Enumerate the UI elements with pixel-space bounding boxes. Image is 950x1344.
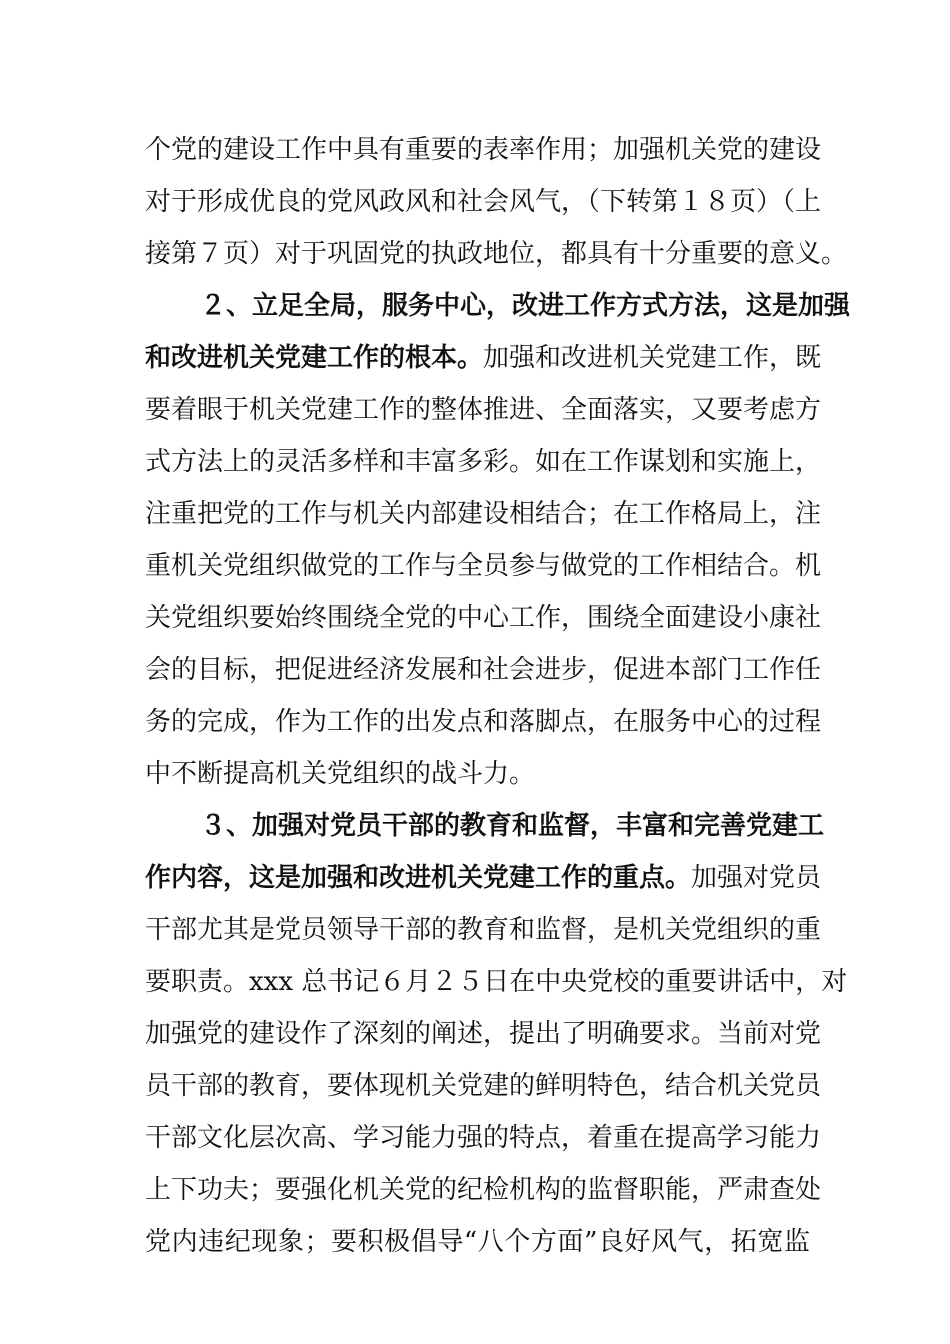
text-run: 式方法上的灵活多样和丰富多彩。如在工作谋划和实施上， <box>145 447 822 477</box>
text-run: 重机关党组织做党的工作与全员参与做党的工作相结合。机 <box>145 551 822 581</box>
text-line <box>145 910 822 950</box>
text-line <box>145 1014 822 1054</box>
text-line <box>145 650 822 690</box>
text-line <box>145 546 822 586</box>
text-run: 务的完成，作为工作的出发点和落脚点，在服务中心的过程 <box>145 707 822 737</box>
text-run: 干部尤其是党员领导干部的教育和监督，是机关党组织的重 <box>145 915 822 945</box>
text-line <box>145 182 822 222</box>
text-run: 党内违纪现象；要积极倡导“八个方面”良好风气，拓宽监 <box>145 1227 810 1257</box>
text-line <box>145 702 822 742</box>
text-line <box>145 598 822 638</box>
text-run: 加强和改进机关党建工作，既 <box>483 343 822 373</box>
text-run-bold: 作内容，这是加强和改进机关党建工作的重点。 <box>145 863 692 893</box>
text-run: 员干部的教育，要体现机关党建的鲜明特色，结合机关党员 <box>145 1071 822 1101</box>
text-run: 对于形成优良的党风政风和社会风气，（下转第１８页）（上 <box>145 187 822 217</box>
text-line <box>145 754 810 794</box>
text-run: 干部文化层次高、学习能力强的特点，着重在提高学习能力 <box>145 1123 822 1153</box>
text-run: 加强对党员 <box>691 863 822 893</box>
text-line <box>145 442 822 482</box>
text-run: 注重把党的工作与机关内部建设相结合；在工作格局上，注 <box>145 499 822 529</box>
text-run: 中不断提高机关党组织的战斗力。 <box>145 759 536 789</box>
text-run-bold: ２、立足全局，服务中心，改进工作方式方法，这是加强 <box>200 291 851 321</box>
text-run: 个党的建设工作中具有重要的表率作用；加强机关党的建设 <box>145 135 822 165</box>
text-run: 上下功夫；要强化机关党的纪检机构的监督职能，严肃查处 <box>145 1175 822 1205</box>
text-line <box>145 962 848 1002</box>
text-run-bold: 和改进机关党建工作的根本。 <box>145 343 484 373</box>
text-run: 加强党的建设作了深刻的阐述，提出了明确要求。当前对党 <box>145 1019 822 1049</box>
text-line <box>145 1170 822 1210</box>
text-line <box>145 858 822 898</box>
section-heading-3 <box>200 806 825 846</box>
text-line <box>145 130 822 170</box>
text-run: 会的目标，把促进经济发展和社会进步，促进本部门工作任 <box>145 655 822 685</box>
text-run: 接第７页）对于巩固党的执政地位，都具有十分重要的意义。 <box>145 239 848 269</box>
text-line <box>145 1066 822 1106</box>
text-line <box>145 338 822 378</box>
text-line <box>145 1222 810 1262</box>
text-run-bold: ３、加强对党员干部的教育和监督，丰富和完善党建工 <box>200 811 825 841</box>
section-heading-2 <box>200 286 851 326</box>
text-run: 要职责。xxx 总书记６月２５日在中央党校的重要讲话中，对 <box>145 967 848 997</box>
text-line <box>145 494 822 534</box>
text-line <box>145 234 848 274</box>
text-line <box>145 1118 822 1158</box>
text-run: 要着眼于机关党建工作的整体推进、全面落实，又要考虑方 <box>145 395 822 425</box>
text-run: 关党组织要始终围绕全党的中心工作，围绕全面建设小康社 <box>145 603 822 633</box>
text-line <box>145 390 822 430</box>
